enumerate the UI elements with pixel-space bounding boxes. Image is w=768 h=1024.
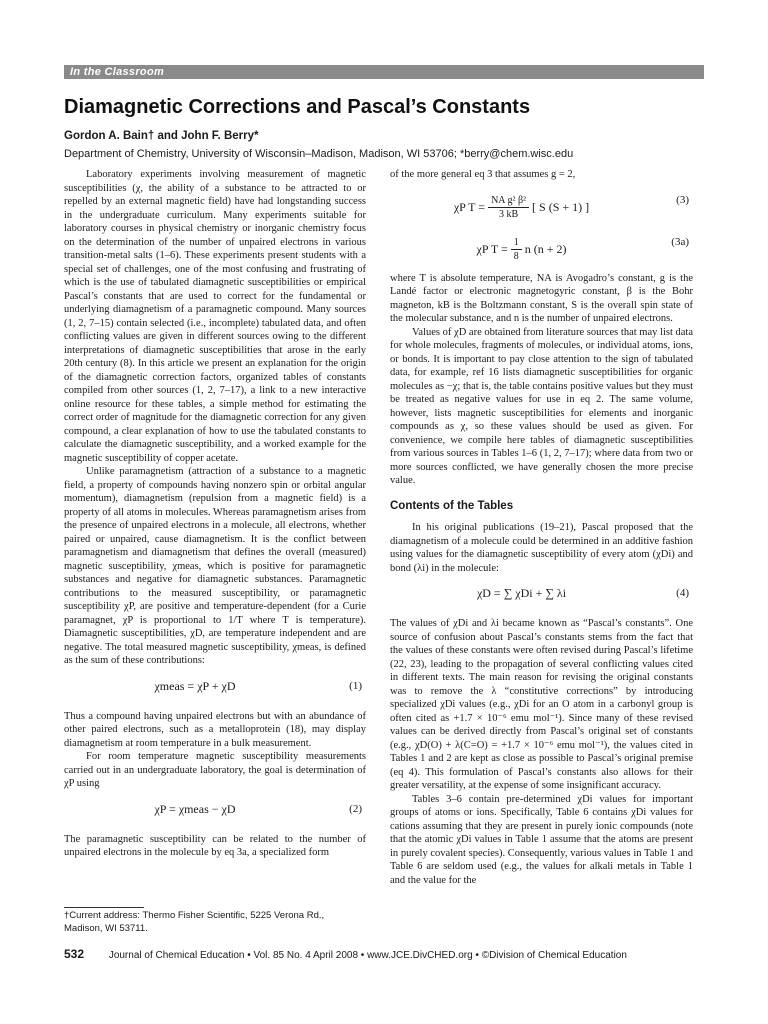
paragraph: Values of χD are obtained from literature sources that may list data for whole molecules, fragments of molecules, or individual atoms, ions, or bonds. It is important to pay close attention to the sign of tabulated data, for example, ref 16 lists diamagnetic susceptibilities for organic molecules as −χ; that is, the table contains positive values but they must be treated as negative values for use in eq 2. The same volume, however, lists magnetic susceptibilities for elements and inorganic compounds as χ, so these values should be used as given. For convenience, we compile here tables of diamagnetic susceptibilities from various sources in Tables 1–6 (1, 2, 7–17); where data from two or more sources conflicted, we have generally chosen the more precise value. — [390, 326, 693, 486]
equation-body: χP = χmeas − χD — [154, 801, 236, 816]
fraction-denominator: 3 kB — [498, 209, 519, 220]
paragraph: The values of χDi and λi became known as “Pascal’s constants”. One source of confusion about Pascal’s constants stems from the fact that the values of these constants were often revised during Pascal’s lifetime (22, 23), leading to the propagation of several conflicting values cited in different texts. The main reason for revising the original constants was to remove the λ “constitutive corrections” by introducing specialized χDi values (e.g., χDi for an O atom in a carbonyl group is often cited as +1.7 × 10⁻⁶ emu mol⁻¹). Since many of these revised values can be derived directly from Pascal’s original set of constants (e.g., χD(O) + λ(C=O) = +1.7 × 10⁻⁶ emu mol⁻¹), the values cited in Tables 1 and 2 are kept as close as possible to Pascal’s original premise (eq 4). This formulation of Pascal’s constants also allows for their greater versatility, at the expense of some insignificant accuracy. — [390, 618, 693, 791]
section-banner — [64, 65, 704, 79]
equation-body — [390, 236, 653, 264]
paragraph: The paramagnetic susceptibility can be related to the number of unpaired electrons in the molecule by eq 3a, a specialized form — [64, 833, 366, 858]
page-footer — [64, 947, 704, 961]
equation-number: (2) — [349, 802, 362, 815]
paragraph: Unlike paramagnetism (attraction of a substance to a magnetic field, a property of compounds having nonzero spin or orbital angular momentum), diamagnetism (repulsion from a magnetic field) is a property of all atoms in molecules. Whereas paramagnetism arises from the presence of unpaired electrons in a molecule, all electrons, whether paired or unpaired, cause diamagnetism. It is the conflict between paramagnetism and diamagnetism that defines the overall (measured) magnetic susceptibility, χmeas, which is positive for paramagnetic substances and negative for diamagnetic substances. Paramagnetic contributions to the measured susceptibility, or paramagnetic susceptibility χP, are positive and temperature-dependent (for a Curie paramagnet, χP is proportional to 1/T where T is temperature). Diamagnetic susceptibilities, χD, are temperature independent and are negative. The total measured magnetic susceptibility, χmeas, is defined as the sum of these contributions: — [64, 466, 366, 666]
equation-1 — [64, 674, 366, 704]
paragraph: Tables 3–6 contain pre-determined χDi values for important groups of atoms or ions. Specifically, Table 6 contains χDi values for cations assuming that they are present in purely ionic compounds (note that the atomic χDi values in Table 1 assume that the atoms are present in purely covalent species). Consequently, various values in Table 1 and Table 6 are seldom used (e.g., the values for alkali metals in Table 1 and the value for the — [390, 793, 693, 886]
equation-body: χmeas = χP + χD — [154, 678, 236, 693]
author-affiliation: Department of Chemistry, University of Wisconsin–Madison, Madison, WI 53706; *berry@chem.wisc.edu — [64, 148, 574, 160]
equation-2 — [64, 797, 366, 827]
equation-rhs: n (n + 2) — [524, 241, 567, 256]
journal-citation: Journal of Chemical Education • Vol. 85 No. 4 April 2008 • www.JCE.DivCHED.org • ©Division of Chemical Education — [108, 950, 627, 961]
equation-rhs: [ S (S + 1) ] — [532, 199, 590, 214]
footnote-rule — [64, 907, 144, 908]
equation-lhs: χP T = — [453, 199, 486, 214]
paragraph: For room temperature magnetic susceptibility measurements carried out in an undergraduate laboratory, the goal is determination of χP using — [64, 751, 366, 789]
paragraph: In his original publications (19–21), Pascal proposed that the diamagnetism of a molecule could be determined in an additive fashion using values for the diamagnetic susceptibility of every atom (χDi) and bond (λi) in the molecule: — [390, 522, 693, 574]
equation-4 — [390, 581, 693, 611]
equation-fraction — [488, 194, 529, 222]
page-number: 532 — [64, 947, 85, 961]
equation-body: χD = ∑ χDi + ∑ λi — [476, 586, 567, 600]
equation-number: (1) — [349, 679, 362, 692]
paragraph: Laboratory experiments involving measurement of magnetic susceptibilities (χ, the ability of a substance to be attracted to or repelled by an external magnetic field) have had longstanding success in the undergraduate curriculum. Many experiments suitable for laboratory courses in physical chemistry or inorganic chemistry focus on the determination of the number of unpaired electrons in various transition-metal salts (1–6). These experiments present students with a special set of challenges, one of the most confusing and frustrating of which is the use of tabulated diamagnetic susceptibilities or empirical Pascal’s constants that are used to correct for the fundamental or underlying diamagnetism of a paramagnetic compound. Many sources (1, 2, 7–15) contain selected (i.e., incomplete) tabulated data, and often conflicting values are given in different sources owing to the different interpretations of diamagnetic susceptibilities that arose in the early 20th century (8). In this article we present an explanation for the origin of the diamagnetic correction factors, organized tables of constants compiled from other sources (1, 2, 7–17), a link to a new interactive online resource for these tables, a simple method for estimating the correct order of magnitude for the diamagnetic correction for any given compound, a clear explanation of how to use the tabulated constants to calculate the diamagnetic susceptibility, and a worked example for the magnetic susceptibility of copper acetate. — [64, 169, 366, 464]
equation-lhs: χP T = — [476, 241, 508, 256]
footnote: †Current address: Thermo Fisher Scientific, 5225 Verona Rd., Madison, WI 53711. — [64, 910, 325, 934]
article-authors: Gordon A. Bain† and John F. Berry* — [64, 130, 259, 142]
paragraph: where T is absolute temperature, NA is Avogadro’s constant, g is the Landé factor or electronic magnetogyric constant, β is the Bohr magneton, kB is the Boltzmann constant, S is the overall spin state of the molecular substance, and n is the number of unpaired electrons. — [390, 272, 693, 324]
paragraph: Thus a compound having unpaired electrons but with an abundance of other paired electrons, such as a metalloprotein (18), may display diamagnetism at room temperature in a bulk measurement. — [64, 710, 366, 749]
section-banner-label: In the Classroom — [70, 66, 165, 78]
equation-number: (3) — [676, 193, 689, 206]
equation-body — [390, 194, 653, 222]
equation-3 — [390, 188, 693, 224]
equation-fraction — [511, 236, 522, 264]
right-column — [390, 168, 693, 887]
fraction-numerator: 1 — [511, 236, 522, 251]
fraction-denominator: 8 — [513, 251, 519, 262]
equation-number: (3a) — [671, 235, 689, 248]
left-column — [64, 168, 366, 860]
article-title: Diamagnetic Corrections and Pascal’s Constants — [64, 96, 531, 118]
equation-number: (4) — [676, 587, 689, 599]
section-heading: Contents of the Tables — [390, 499, 514, 512]
equation-3a — [390, 230, 693, 266]
fraction-numerator: NA g² β² — [488, 194, 529, 209]
paragraph: of the more general eq 3 that assumes g = 2, — [390, 169, 576, 180]
